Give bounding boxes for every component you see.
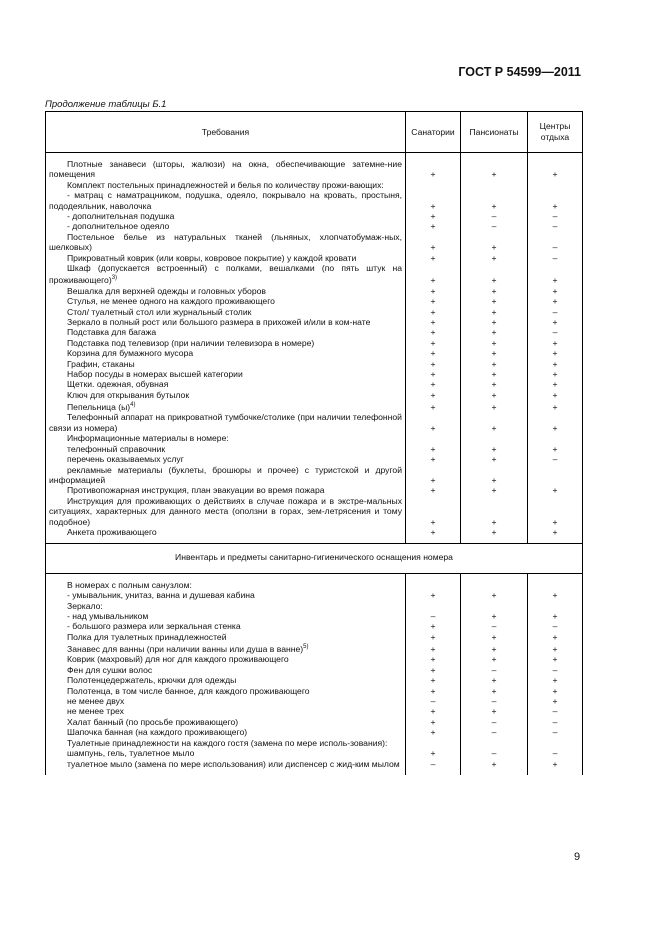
header-requirements: Требования xyxy=(46,112,406,153)
boarding-house-mark: + xyxy=(461,400,528,412)
recreation-center-mark: + xyxy=(528,696,583,706)
requirement-text: Информационные материалы в номере: xyxy=(67,433,229,444)
table-row xyxy=(46,706,583,716)
sanatorium-mark xyxy=(406,738,461,748)
recreation-center-mark: + xyxy=(528,317,583,327)
table-header-row xyxy=(46,112,583,153)
recreation-center-mark xyxy=(528,433,583,443)
sanatorium-mark: + xyxy=(406,717,461,727)
requirement-cell xyxy=(46,717,406,727)
recreation-center-mark: + xyxy=(528,642,583,654)
requirement-text: Полотенца, в том числе банное, для каждого проживающего xyxy=(67,685,310,696)
boarding-house-mark: + xyxy=(461,317,528,327)
requirement-cell xyxy=(46,348,406,358)
requirement-cell xyxy=(46,696,406,706)
table-row xyxy=(46,527,583,537)
recreation-center-mark: – xyxy=(528,232,583,253)
sanatorium-mark: + xyxy=(406,317,461,327)
sanatorium-mark: + xyxy=(406,263,461,286)
sanatorium-mark: + xyxy=(406,190,461,211)
sanatorium-mark: + xyxy=(406,527,461,537)
recreation-center-mark: – xyxy=(528,717,583,727)
boarding-house-mark: + xyxy=(461,253,528,263)
requirement-text: - дополнительная подушка xyxy=(67,211,175,222)
requirement-text: перечень оказываемых услуг xyxy=(67,454,184,465)
requirement-text: Телефонный аппарат на прикроватной тумбочке/столике (при наличии телефонной связи из номера) xyxy=(49,412,402,433)
boarding-house-mark: – xyxy=(461,665,528,675)
boarding-house-mark: + xyxy=(461,632,528,642)
requirement-cell xyxy=(46,665,406,675)
recreation-center-mark: + xyxy=(528,444,583,454)
requirement-cell xyxy=(46,706,406,716)
recreation-center-mark: – xyxy=(528,665,583,675)
recreation-center-mark: + xyxy=(528,654,583,664)
recreation-center-mark: – xyxy=(528,727,583,737)
sanatorium-mark: + xyxy=(406,727,461,737)
requirement-cell xyxy=(46,307,406,317)
boarding-house-mark: + xyxy=(461,359,528,369)
requirement-text: Анкета проживающего xyxy=(67,526,157,537)
requirement-cell xyxy=(46,390,406,400)
requirement-text: Зеркало в полный рост или большого размера в прихожей и/или в ком-нате xyxy=(67,316,371,327)
requirement-cell xyxy=(46,327,406,337)
requirement-cell xyxy=(46,190,406,211)
requirement-text: - дополнительное одеяло xyxy=(67,221,170,232)
requirement-cell xyxy=(46,759,406,769)
boarding-house-mark: – xyxy=(461,211,528,221)
section-block xyxy=(46,544,583,573)
requirement-cell xyxy=(46,180,406,190)
recreation-center-mark: + xyxy=(528,675,583,685)
header-boarding-houses: Пансионаты xyxy=(461,112,528,153)
boarding-house-mark: + xyxy=(461,496,528,527)
requirement-text: В номерах с полным санузлом: xyxy=(67,579,192,590)
sanatorium-mark: + xyxy=(406,496,461,527)
recreation-center-mark xyxy=(528,738,583,748)
boarding-house-mark: + xyxy=(461,465,528,486)
table-row xyxy=(46,390,583,400)
table-row xyxy=(46,286,583,296)
requirement-text: Постельное белье из натуральных тканей (льняных, хлопчатобумаж-ных, шелковых) xyxy=(49,231,402,253)
boarding-house-mark xyxy=(461,738,528,748)
requirement-cell xyxy=(46,738,406,748)
requirement-text: Корзина для бумажного мусора xyxy=(67,348,194,359)
sanatorium-mark: + xyxy=(406,454,461,464)
sanatorium-mark: + xyxy=(406,590,461,600)
table-row xyxy=(46,642,583,654)
sanatorium-mark: + xyxy=(406,359,461,369)
requirement-cell xyxy=(46,400,406,412)
header-sanatoriums: Санатории xyxy=(406,112,461,153)
table-row xyxy=(46,159,583,180)
recreation-center-mark: + xyxy=(528,286,583,296)
table-row xyxy=(46,296,583,306)
boarding-house-mark: + xyxy=(461,390,528,400)
recreation-center-mark: – xyxy=(528,454,583,464)
boarding-house-mark: + xyxy=(461,611,528,621)
recreation-center-mark: + xyxy=(528,632,583,642)
sanatorium-mark: – xyxy=(406,696,461,706)
sanatorium-mark: + xyxy=(406,348,461,358)
sanatorium-mark: + xyxy=(406,338,461,348)
table-row xyxy=(46,485,583,495)
requirement-text: рекламные материалы (буклеты, брошюры и прочее) с туристской и другой информацией xyxy=(49,464,402,485)
recreation-center-mark: + xyxy=(528,527,583,537)
table-row xyxy=(46,444,583,454)
boarding-house-mark: + xyxy=(461,527,528,537)
requirement-cell xyxy=(46,748,406,758)
requirement-cell xyxy=(46,454,406,464)
sanatorium-mark: + xyxy=(406,444,461,454)
recreation-center-mark: + xyxy=(528,759,583,769)
requirement-cell xyxy=(46,601,406,611)
boarding-house-mark: + xyxy=(461,263,528,286)
table-row xyxy=(46,665,583,675)
boarding-house-mark: + xyxy=(461,444,528,454)
boarding-house-mark: + xyxy=(461,759,528,769)
boarding-house-mark: + xyxy=(461,159,528,180)
boarding-house-mark: – xyxy=(461,717,528,727)
table-row xyxy=(46,190,583,211)
table-row xyxy=(46,338,583,348)
requirement-text: Пепельница (ы) xyxy=(67,402,131,413)
sanatorium-mark xyxy=(406,580,461,590)
table-row xyxy=(46,221,583,231)
recreation-center-mark: + xyxy=(528,263,583,286)
recreation-center-mark: – xyxy=(528,621,583,631)
requirement-text: Занавес для ванны (при наличии ванны или душа в ванне) xyxy=(67,644,304,655)
sanatorium-mark: + xyxy=(406,159,461,180)
recreation-center-mark: + xyxy=(528,348,583,358)
requirement-text: Стол/ туалетный стол или журнальный столик xyxy=(67,306,252,317)
boarding-house-mark xyxy=(461,433,528,443)
boarding-house-mark: + xyxy=(461,232,528,253)
requirement-cell xyxy=(46,317,406,327)
table-row xyxy=(46,317,583,327)
recreation-center-mark: + xyxy=(528,400,583,412)
sanatorium-mark: – xyxy=(406,759,461,769)
sanatorium-mark: + xyxy=(406,642,461,654)
boarding-house-mark: + xyxy=(461,379,528,389)
requirement-cell xyxy=(46,253,406,263)
requirement-text: Зеркало: xyxy=(67,600,103,611)
sanatorium-mark xyxy=(406,180,461,190)
requirement-cell xyxy=(46,359,406,369)
table-row xyxy=(46,621,583,631)
table-row xyxy=(46,232,583,253)
requirement-text: Комплект постельных принадлежностей и белья по количеству прожи-вающих: xyxy=(67,179,384,190)
requirement-cell xyxy=(46,412,406,433)
table-row xyxy=(46,433,583,443)
requirement-text: - над умывальником xyxy=(67,610,149,621)
section-row xyxy=(46,544,583,573)
requirement-text: не менее трех xyxy=(67,706,124,717)
recreation-center-mark: – xyxy=(528,221,583,231)
table-row xyxy=(46,601,583,611)
table-row xyxy=(46,327,583,337)
sanatorium-mark: + xyxy=(406,465,461,486)
table-row xyxy=(46,727,583,737)
boarding-house-mark: – xyxy=(461,748,528,758)
recreation-center-mark xyxy=(528,580,583,590)
requirement-text: Графин, стаканы xyxy=(67,358,135,369)
sanatorium-mark: + xyxy=(406,379,461,389)
table-row xyxy=(46,359,583,369)
requirement-text: Туалетные принадлежности на каждого гостя (замена по мере исполь-зования): xyxy=(67,737,388,748)
sanatorium-mark: + xyxy=(406,327,461,337)
section-title: Инвентарь и предметы санитарно-гигиенического оснащения номера xyxy=(46,544,583,573)
sanatorium-mark: + xyxy=(406,296,461,306)
requirement-cell xyxy=(46,296,406,306)
sanatorium-mark: + xyxy=(406,211,461,221)
boarding-house-mark: + xyxy=(461,327,528,337)
recreation-center-mark: + xyxy=(528,359,583,369)
recreation-center-mark: – xyxy=(528,307,583,317)
requirement-cell xyxy=(46,686,406,696)
requirement-text: Подставка под телевизор (при наличии телевизора в номере) xyxy=(67,337,315,348)
sanatorium-mark: + xyxy=(406,390,461,400)
requirement-cell xyxy=(46,232,406,253)
table-row xyxy=(46,654,583,664)
recreation-center-mark: – xyxy=(528,211,583,221)
table-row xyxy=(46,748,583,758)
requirements-table xyxy=(45,111,583,775)
requirement-text: - матрац с наматрацником, подушка, одеяло, покрывало на кровать, простыня, пододеяльник, наволочка xyxy=(49,190,402,211)
requirement-cell xyxy=(46,369,406,379)
sanatorium-mark: + xyxy=(406,253,461,263)
recreation-center-mark: + xyxy=(528,496,583,527)
table-row xyxy=(46,465,583,486)
boarding-house-mark: + xyxy=(461,706,528,716)
recreation-center-mark: – xyxy=(528,706,583,716)
recreation-center-mark xyxy=(528,180,583,190)
sanatorium-mark: + xyxy=(406,632,461,642)
boarding-house-mark: + xyxy=(461,296,528,306)
requirement-text: Полотенцедержатель, крючки для одежды xyxy=(67,675,237,686)
table-row xyxy=(46,263,583,286)
recreation-center-mark: + xyxy=(528,159,583,180)
requirement-cell xyxy=(46,580,406,590)
table-row xyxy=(46,496,583,527)
boarding-house-mark: – xyxy=(461,696,528,706)
table-row xyxy=(46,253,583,263)
table-continuation-caption: Продолжение таблицы Б.1 xyxy=(45,99,167,110)
table-row xyxy=(46,696,583,706)
table-row xyxy=(46,400,583,412)
boarding-house-mark xyxy=(461,580,528,590)
table-body-part1 xyxy=(46,153,583,544)
document-id: ГОСТ Р 54599—2011 xyxy=(458,65,581,79)
requirement-cell xyxy=(46,221,406,231)
recreation-center-mark xyxy=(528,465,583,486)
requirement-cell xyxy=(46,727,406,737)
recreation-center-mark: + xyxy=(528,369,583,379)
sanatorium-mark: + xyxy=(406,748,461,758)
requirement-text: Шкаф (допускается встроенный) с полками, вешалками (по пять штук на проживающего) xyxy=(49,263,402,286)
sanatorium-mark xyxy=(406,601,461,611)
boarding-house-mark: + xyxy=(461,338,528,348)
requirement-text: Полка для туалетных принадлежностей xyxy=(67,631,227,642)
boarding-house-mark: + xyxy=(461,412,528,433)
boarding-house-mark: – xyxy=(461,621,528,631)
requirement-text: телефонный справочник xyxy=(67,443,166,454)
table-row xyxy=(46,412,583,433)
requirement-text: Противопожарная инструкция, план эвакуации во время пожара xyxy=(67,485,325,496)
requirement-text: Подставка для багажа xyxy=(67,327,157,338)
sanatorium-mark: + xyxy=(406,412,461,433)
boarding-house-mark: + xyxy=(461,642,528,654)
table-row xyxy=(46,211,583,221)
boarding-house-mark: + xyxy=(461,369,528,379)
boarding-house-mark: + xyxy=(461,307,528,317)
boarding-house-mark: + xyxy=(461,286,528,296)
boarding-house-mark: + xyxy=(461,686,528,696)
requirement-text: не менее двух xyxy=(67,696,125,707)
requirement-cell xyxy=(46,465,406,486)
requirement-cell xyxy=(46,611,406,621)
recreation-center-mark: + xyxy=(528,611,583,621)
sanatorium-mark: + xyxy=(406,400,461,412)
requirement-text: - большого размера или зеркальная стенка xyxy=(67,621,241,632)
page-number: 9 xyxy=(574,851,581,863)
boarding-house-mark xyxy=(461,180,528,190)
recreation-center-mark: + xyxy=(528,412,583,433)
requirement-text: Стулья, не менее одного на каждого проживающего xyxy=(67,296,275,307)
sanatorium-mark: + xyxy=(406,369,461,379)
recreation-center-mark: + xyxy=(528,390,583,400)
recreation-center-mark: + xyxy=(528,590,583,600)
table-row xyxy=(46,379,583,389)
requirement-cell xyxy=(46,211,406,221)
table-row xyxy=(46,454,583,464)
table-row xyxy=(46,348,583,358)
requirement-cell xyxy=(46,590,406,600)
sanatorium-mark: + xyxy=(406,686,461,696)
table-row xyxy=(46,580,583,590)
requirement-cell xyxy=(46,338,406,348)
boarding-house-mark: – xyxy=(461,221,528,231)
table-row xyxy=(46,738,583,748)
requirement-text: Коврик (махровый) для ног для каждого проживающего xyxy=(67,654,289,665)
requirement-cell xyxy=(46,496,406,527)
sanatorium-mark: + xyxy=(406,232,461,253)
sanatorium-mark: + xyxy=(406,675,461,685)
table-row xyxy=(46,717,583,727)
requirement-cell xyxy=(46,379,406,389)
table-row xyxy=(46,759,583,769)
requirement-cell xyxy=(46,654,406,664)
boarding-house-mark: + xyxy=(461,348,528,358)
requirement-text: Фен для сушки волос xyxy=(67,664,153,675)
requirement-text: Набор посуды в номерах высшей категории xyxy=(67,368,243,379)
requirement-text: Халат банный (по просьбе проживающего) xyxy=(67,716,239,727)
requirement-cell xyxy=(46,485,406,495)
table-row xyxy=(46,632,583,642)
sanatorium-mark: + xyxy=(406,286,461,296)
spacer-row xyxy=(46,769,583,775)
table-row xyxy=(46,611,583,621)
requirement-cell xyxy=(46,286,406,296)
requirement-text: Плотные занавеси (шторы, жалюзи) на окна, обеспечивающие затемне-ние помещения xyxy=(49,159,402,180)
recreation-center-mark xyxy=(528,601,583,611)
sanatorium-mark: + xyxy=(406,654,461,664)
boarding-house-mark: + xyxy=(461,190,528,211)
requirement-cell xyxy=(46,632,406,642)
requirement-cell xyxy=(46,527,406,537)
sanatorium-mark: – xyxy=(406,611,461,621)
table-row xyxy=(46,180,583,190)
requirement-text: - умывальник, унитаз, ванна и душевая кабина xyxy=(67,590,255,601)
footnote-marker: 3) xyxy=(111,275,118,282)
requirement-text: туалетное мыло (замена по мере использования) или диспенсер с жид-ким мылом xyxy=(67,758,400,769)
table-body-part2 xyxy=(46,573,583,775)
requirement-cell xyxy=(46,433,406,443)
recreation-center-mark: + xyxy=(528,190,583,211)
sanatorium-mark: + xyxy=(406,307,461,317)
requirement-text: Инструкция для проживающих о действиях в случае пожара и в экстре-мальных ситуациях, характерных для данного места (оползни в горах, зем-летрясения и тому подобное) xyxy=(49,495,402,527)
boarding-house-mark: + xyxy=(461,485,528,495)
table-row xyxy=(46,307,583,317)
requirement-cell xyxy=(46,642,406,654)
requirement-text: Ключ для открывания бутылок xyxy=(67,389,190,400)
boarding-house-mark xyxy=(461,601,528,611)
recreation-center-mark: + xyxy=(528,296,583,306)
footnote-marker: 4) xyxy=(130,402,136,409)
recreation-center-mark: – xyxy=(528,327,583,337)
requirement-text: Щетки. одежная, обувная xyxy=(67,379,169,390)
sanatorium-mark: + xyxy=(406,621,461,631)
requirement-cell xyxy=(46,159,406,180)
requirement-text: Вешалка для верхней одежды и головных уборов xyxy=(67,285,266,296)
recreation-center-mark: – xyxy=(528,748,583,758)
recreation-center-mark: – xyxy=(528,253,583,263)
requirement-text: Прикроватный коврик (или ковры, ковровое покрытие) у каждой кровати xyxy=(67,252,357,263)
requirement-cell xyxy=(46,263,406,286)
requirement-text: Шапочка банная (на каждого проживающего) xyxy=(67,727,248,738)
requirement-text: шампунь, гель, туалетное мыло xyxy=(67,748,195,759)
recreation-center-mark: + xyxy=(528,338,583,348)
header-recreation-centers: Центры отдыха xyxy=(528,112,583,153)
requirement-cell xyxy=(46,444,406,454)
boarding-house-mark: + xyxy=(461,590,528,600)
sanatorium-mark: + xyxy=(406,221,461,231)
boarding-house-mark: + xyxy=(461,675,528,685)
recreation-center-mark: + xyxy=(528,485,583,495)
boarding-house-mark: + xyxy=(461,654,528,664)
table-row xyxy=(46,686,583,696)
table-row xyxy=(46,590,583,600)
table-row xyxy=(46,675,583,685)
sanatorium-mark: + xyxy=(406,485,461,495)
boarding-house-mark: – xyxy=(461,727,528,737)
footnote-marker: 5) xyxy=(303,644,309,651)
recreation-center-mark: + xyxy=(528,686,583,696)
requirement-cell xyxy=(46,675,406,685)
sanatorium-mark: + xyxy=(406,706,461,716)
boarding-house-mark: + xyxy=(461,454,528,464)
recreation-center-mark: + xyxy=(528,379,583,389)
table-row xyxy=(46,369,583,379)
sanatorium-mark: + xyxy=(406,665,461,675)
requirement-cell xyxy=(46,621,406,631)
sanatorium-mark xyxy=(406,433,461,443)
